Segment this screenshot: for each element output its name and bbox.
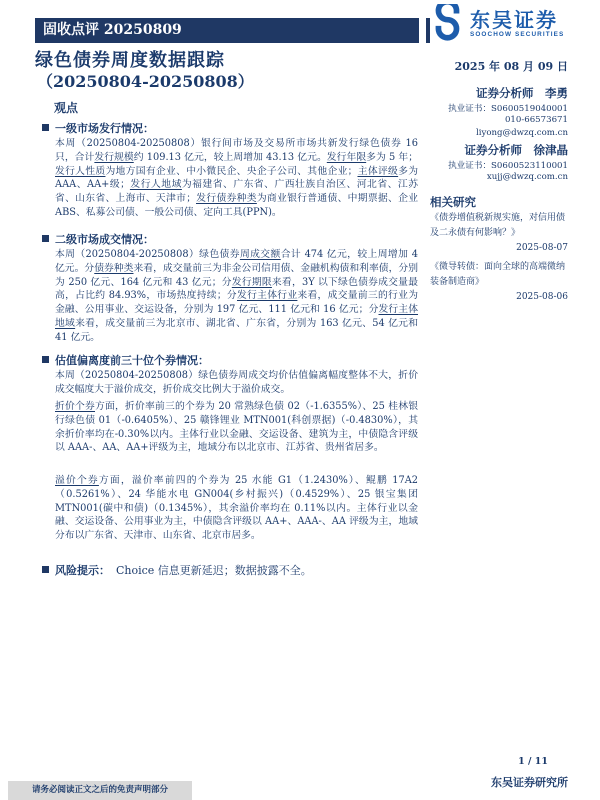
section-heading-valuation-deviation — [42, 352, 418, 368]
brand-name-en: SOOCHOW SECURITIES — [470, 30, 565, 38]
report-type-banner: 固收点评 20250809 — [35, 18, 419, 43]
section-heading-primary-market — [42, 120, 418, 136]
risk-warning-label: 风险提示： — [55, 564, 110, 577]
related-research-item: 《微导转债：面向全球的高端微纳装备制造商》 — [430, 262, 566, 287]
analyst-1-phone: 010-66573671 — [504, 115, 568, 125]
brand-name-cn: 东吴证券 — [470, 7, 558, 32]
viewpoint-label: 观点 — [54, 101, 79, 115]
section-heading-secondary-market — [42, 231, 418, 247]
analyst-1-name: 证券分析师 李勇 — [476, 86, 568, 100]
related-research-date: 2025-08-06 — [516, 292, 568, 302]
research-institute-label: 东吴证券研究所 — [491, 776, 568, 789]
section-bullet-icon — [42, 566, 49, 573]
report-date: 2025 年 08 月 09 日 — [454, 60, 568, 73]
analyst-2-cert: 执业证书：S0600523110001 — [448, 161, 568, 171]
paragraph-secondary-market: 本周（20250804-20250808）绿色债券周成交额合计 474 亿元，较上周增加 4 亿元。分债券种类来看，成交量前三为非金公司信用债、金融机构债和利率债，分别为 250 亿元、164 亿元和 43 亿元；分发行期限来看，3Y 以下绿色债券成交量最高，占比约 84.93%，市场热度持续；分发行主体行业来看，成交量前三的行业为金融、公用事业、交运设备，分别为 197 亿元、111 亿元和 16 亿元；分发行主体地域来看，成交量前三为北京市、湖北省、广东省，分别为 163 亿元、54 亿元和 41 亿元。 — [55, 249, 419, 343]
brand-text — [470, 9, 564, 38]
analyst-2-email: xujj@dwzq.com.cn — [486, 172, 568, 182]
analyst-1-email: liyong@dwzq.com.cn — [476, 128, 568, 138]
analyst-2-name: 证券分析师 徐津晶 — [464, 143, 568, 157]
paragraph-discount-bonds: 折价个券方面，折价率前三的个券为 20 常熟绿色债 02（-1.6355%）、25 桂林银行绿色债 01（-0.6405%）、25 赣锋锂业 MTN001(科创票据)（-0.4830%），其余折价率均在-0.30%以内。主体行业以金融、交运设备、建筑为主，中债隐含评级以 AAA-、AA、AA+评级为主，地域分布以北京市、江苏省、贵州省居多。 — [55, 401, 418, 454]
section-heading-text: 一级市场发行情况： — [55, 122, 154, 135]
footer-disclaimer: 请务必阅读正文之后的免责声明部分 — [8, 781, 192, 800]
report-title-period: （20250804-20250808） — [37, 72, 254, 91]
paragraph-premium-bonds: 溢价个券方面，溢价率前四的个券为 25 水能 G1（1.2430%）、鲲鹏 17A2（0.5261%）、24 华能水电 GN004(乡村振兴)（0.4529%）、25 银宝集团 MTN001(碳中和债)（0.1345%），其余溢价率均在 0.11%以内。主体行业以金融、交运设备、公用事业为主，中债隐含评级以 AA+、AAA-、AA 评级为主，地域分布以广东省、天津市、山东省、北京市居多。 — [55, 475, 419, 542]
section-bullet-icon — [42, 124, 49, 131]
related-research-item: 《债券增值税新规实施，对信用债及二永债有何影响？》 — [430, 213, 566, 238]
related-research-date: 2025-08-07 — [516, 243, 568, 253]
related-research-heading: 相关研究 — [430, 195, 476, 209]
section-heading-text: 估值偏离度前三十位个券情况： — [55, 354, 209, 367]
paragraph-valuation-overview: 本周（20250804-20250808）绿色债券周成交均价估值偏离幅度整体不大，折价成交幅度大于溢价成交，折价成交比例大于溢价成交。 — [55, 370, 418, 395]
section-heading-text: 二级市场成交情况： — [55, 233, 154, 246]
paragraph-primary-market: 本周（20250804-20250808）银行间市场及交易所市场共新发行绿色债券 16 只，合计发行规模约 109.13 亿元，较上周增加 43.13 亿元。发行年限多为 5 年；发行人性质为地方国有企业、中小微民企、央企子公司、其他企业；主体评级多为 AAA、AA+级；发行人地域为福建省、广东省、广西壮族自治区、河北省、江苏省、山东省、上海市、天津市；发行债券种类为商业银行普通债、中期票据、企业 ABS、私募公司债、一般公司债、定向工具(PPN)。 — [55, 138, 419, 218]
risk-warning-text: Choice 信息更新延迟；数据披露不全。 — [116, 564, 312, 577]
section-bullet-icon — [42, 356, 49, 363]
page-number: 1 / 11 — [518, 756, 548, 767]
analyst-1-cert: 执业证书：S0600519040001 — [448, 104, 568, 114]
report-title: 绿色债券周度数据跟踪 — [35, 50, 225, 71]
soochow-logo-icon — [428, 4, 466, 42]
risk-warning-row — [42, 562, 418, 578]
brand-logo — [428, 4, 570, 42]
section-bullet-icon — [42, 235, 49, 242]
